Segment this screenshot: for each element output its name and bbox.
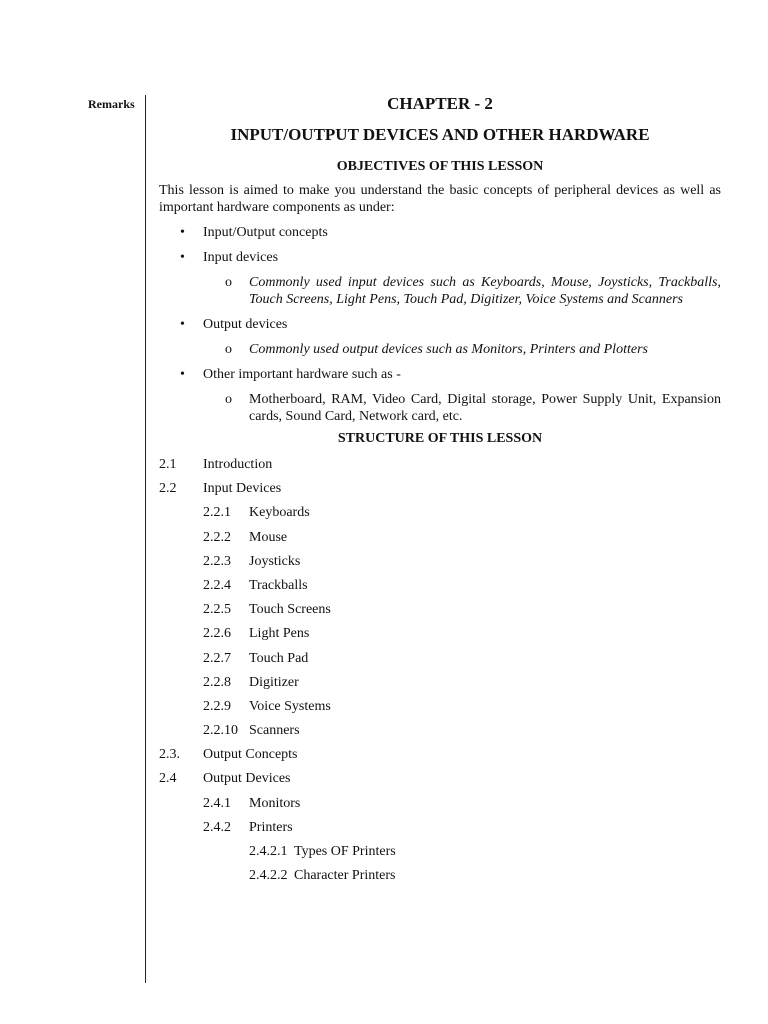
- toc-number: 2.4.2.1: [249, 844, 288, 859]
- objective-subitem-text: Commonly used output devices such as Monitors, Printers and Plotters: [249, 342, 648, 357]
- page-content: [159, 92, 721, 888]
- toc-entry: [159, 671, 721, 695]
- toc-title: Types OF Printers: [294, 844, 396, 859]
- toc-title: Output Concepts: [203, 747, 298, 763]
- objective-item: [159, 249, 721, 266]
- objective-text: Input/Output concepts: [203, 225, 328, 240]
- objective-text: Output devices: [203, 317, 288, 332]
- circle-bullet-icon: o: [225, 342, 232, 357]
- toc-title: Scanners: [249, 723, 300, 739]
- toc-entry: [159, 622, 721, 646]
- toc-number: 2.2.10: [203, 723, 238, 739]
- bullet-icon: •: [180, 225, 185, 240]
- objective-item: [159, 366, 721, 383]
- toc-entry: [159, 574, 721, 598]
- intro-paragraph: This lesson is aimed to make you understand the basic concepts of peripheral devices as well as important hardware components as under:: [159, 183, 721, 215]
- toc-title: Output Devices: [203, 771, 291, 787]
- toc-entry: [159, 477, 721, 501]
- toc-title: Digitizer: [249, 674, 299, 690]
- bullet-icon: •: [180, 367, 185, 382]
- toc-number: 2.4.1: [203, 795, 231, 811]
- toc-number: 2.2.2: [203, 529, 231, 545]
- bullet-icon: •: [180, 250, 185, 265]
- toc-number: 2.4.2.2: [249, 868, 288, 884]
- toc-title: Touch Pad: [249, 650, 309, 666]
- chapter-number: CHAPTER - 2: [387, 94, 493, 113]
- toc-title: Introduction: [203, 457, 273, 472]
- toc-number: 2.2.8: [203, 674, 231, 690]
- objective-subitem: [159, 391, 721, 425]
- toc-number: 2.2.6: [203, 626, 231, 642]
- objective-subitem-text: Commonly used input devices such as Keyboards, Mouse, Joysticks, Trackballs, Touch Screens, Light Pens, Touch Pad, Digitizer, Voice Systems and Scanners: [249, 275, 721, 307]
- toc-entry: [159, 792, 721, 816]
- toc-entry: [159, 647, 721, 671]
- toc-title: Keyboards: [249, 505, 310, 521]
- toc-title: Light Pens: [249, 626, 310, 642]
- toc-title: Joysticks: [249, 553, 301, 569]
- circle-bullet-icon: o: [225, 275, 232, 290]
- chapter-title: INPUT/OUTPUT DEVICES AND OTHER HARDWARE: [230, 125, 650, 144]
- toc-entry: [159, 453, 721, 477]
- remarks-label: Remarks: [88, 97, 135, 111]
- objective-subitem: [159, 341, 721, 358]
- toc-entry: [159, 719, 721, 743]
- toc-entry: [159, 501, 721, 525]
- toc-title: Mouse: [249, 529, 288, 545]
- toc-number: 2.3.: [159, 747, 180, 763]
- toc-entry: [159, 743, 721, 767]
- toc-number: 2.2.7: [203, 650, 231, 666]
- toc-number: 2.2.3: [203, 553, 231, 569]
- toc-entry: [159, 550, 721, 574]
- circle-bullet-icon: o: [225, 392, 232, 407]
- objectives-list: [159, 224, 721, 425]
- toc-entry: [159, 840, 721, 864]
- toc-title: Printers: [249, 819, 293, 835]
- toc-number: 2.4: [159, 771, 177, 787]
- toc-entry: [159, 695, 721, 719]
- objective-item: [159, 316, 721, 333]
- toc-number: 2.2.1: [203, 505, 231, 521]
- toc-number: 2.4.2: [203, 819, 231, 835]
- toc-number: 2.1: [159, 457, 177, 472]
- toc-title: Character Printers: [294, 868, 396, 884]
- toc-title: Touch Screens: [249, 602, 331, 618]
- toc-title: Trackballs: [249, 577, 308, 593]
- structure-heading: STRUCTURE OF THIS LESSON: [337, 431, 543, 446]
- toc-number: 2.2.5: [203, 602, 231, 618]
- toc-entry: [159, 526, 721, 550]
- objective-subitem: [159, 274, 721, 308]
- objective-text: Other important hardware such as -: [203, 367, 401, 382]
- toc-number: 2.2.9: [203, 698, 231, 714]
- toc-number: 2.2: [159, 481, 177, 497]
- toc-number: 2.2.4: [203, 577, 231, 593]
- structure-list: [159, 453, 721, 888]
- toc-title: Monitors: [249, 795, 301, 811]
- objectives-heading: OBJECTIVES OF THIS LESSON: [336, 159, 544, 174]
- toc-entry: [159, 816, 721, 840]
- toc-entry: [159, 767, 721, 791]
- objective-text: Input devices: [203, 250, 279, 265]
- toc-title: Voice Systems: [249, 698, 331, 714]
- toc-title: Input Devices: [203, 481, 282, 497]
- objective-item: [159, 224, 721, 241]
- toc-entry: [159, 864, 721, 888]
- bullet-icon: •: [180, 317, 185, 332]
- toc-entry: [159, 598, 721, 622]
- objective-subitem-text: Motherboard, RAM, Video Card, Digital storage, Power Supply Unit, Expansion cards, Sound Card, Network card, etc.: [249, 392, 721, 424]
- margin-divider: [145, 95, 146, 983]
